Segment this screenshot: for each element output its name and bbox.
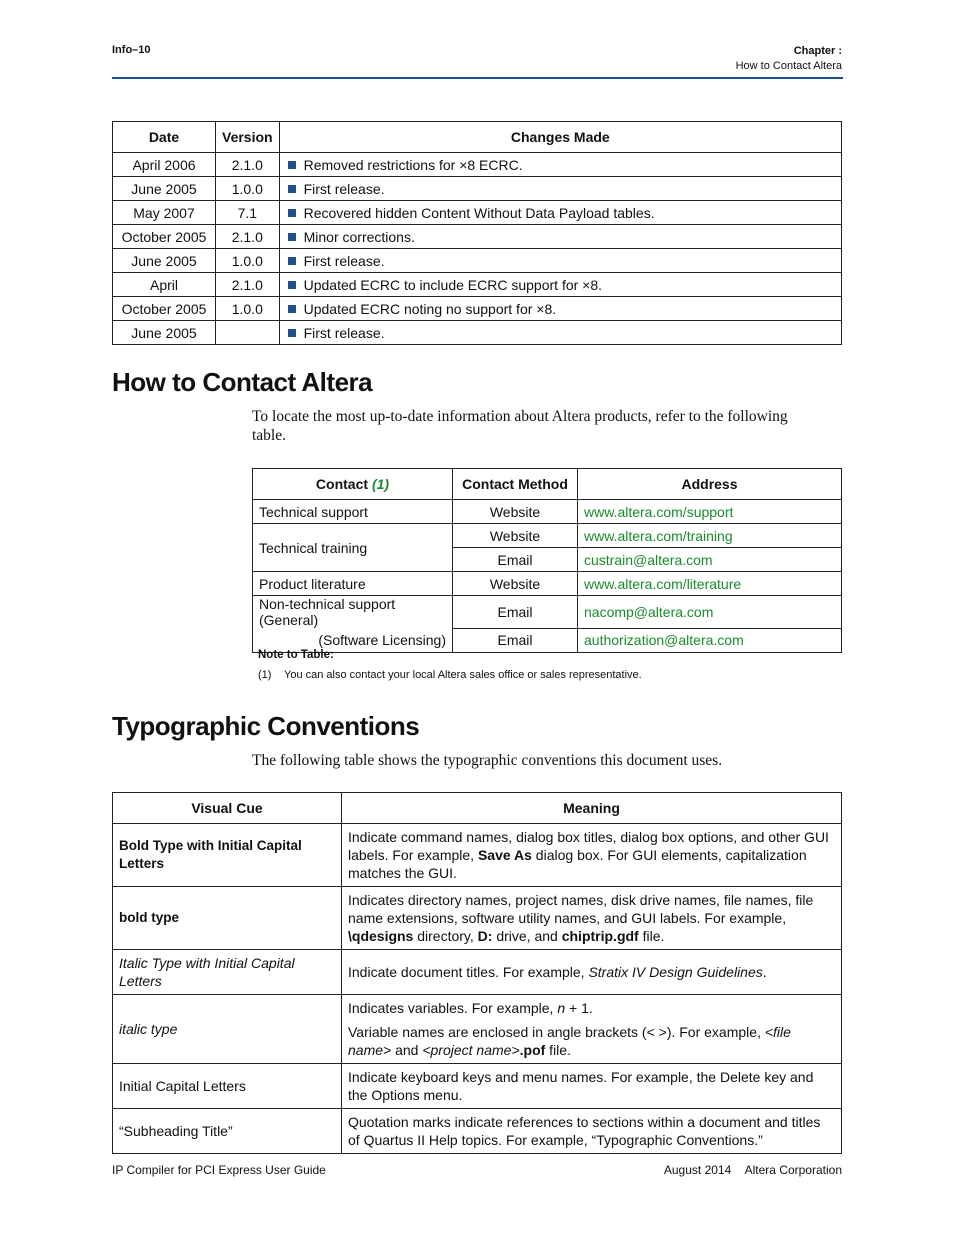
typo-header-row — [113, 793, 842, 824]
change-cell — [279, 177, 841, 201]
meaning-cell: Indicate keyboard keys and menu names. For example, the Delete key and the Options menu. — [342, 1064, 842, 1109]
table-row — [113, 153, 842, 177]
meaning-cell: Indicates variables. For example, n + 1. Variable names are enclosed in angle brackets (< >). For example, <file name> and <project name>.pof file. — [342, 995, 842, 1064]
address-link[interactable]: www.altera.com/training — [578, 524, 842, 548]
meaning-cell: Quotation marks indicate references to sections within a document and titles of Quartus II Help topics. For example, “Typographic Conventions.” — [342, 1109, 842, 1154]
section-title: How to Contact Altera — [735, 60, 842, 72]
meaning-cell: Indicate command names, dialog box titles, dialog box options, and other GUI labels. For example, Save As dialog box. For GUI elements, capitalization matches the GUI. — [342, 824, 842, 887]
table-row — [253, 572, 842, 596]
meaning-cell: Indicates directory names, project names, disk drive names, file names, file name extensions, software utility names, and GUI labels. For example, \qdesigns directory, D: drive, and chiptrip.gdf file. — [342, 887, 842, 950]
version-cell — [216, 321, 280, 345]
typo-intro: The following table shows the typographic conventions this document uses. — [252, 752, 723, 769]
col-contact-label: Contact — [315, 476, 369, 492]
cue-cell: bold type — [113, 887, 342, 950]
change-text: Removed restrictions for ×8 ECRC. — [303, 156, 523, 173]
cue-cell: Italic Type with Initial Capital Letters — [113, 950, 342, 995]
footer-doc-title: IP Compiler for PCI Express User Guide — [112, 1163, 326, 1177]
running-header — [736, 44, 842, 74]
chapter-label: Chapter : — [793, 45, 842, 57]
contact-table — [252, 468, 842, 653]
contact-cell: (Software Licensing) — [253, 628, 453, 652]
col-date: Date — [113, 122, 216, 153]
meaning-cell: Indicate document titles. For example, Stratix IV Design Guidelines. — [342, 950, 842, 995]
method-cell: Website — [453, 524, 578, 548]
change-cell — [279, 297, 841, 321]
footer-company: Altera Corporation — [744, 1163, 842, 1177]
date-cell: April 2006 — [113, 153, 216, 177]
version-cell: 2.1.0 — [216, 225, 280, 249]
col-meaning: Meaning — [342, 793, 842, 824]
footer-info — [664, 1163, 842, 1177]
change-text: First release. — [303, 252, 385, 269]
change-text: First release. — [303, 324, 385, 341]
method-cell: Email — [453, 596, 578, 629]
date-cell: June 2005 — [113, 321, 216, 345]
table-row — [113, 824, 842, 887]
change-cell — [279, 201, 841, 225]
bullet-icon — [288, 257, 296, 265]
bullet-icon — [288, 305, 296, 313]
version-cell: 2.1.0 — [216, 273, 280, 297]
change-text: Minor corrections. — [303, 228, 415, 245]
bullet-icon — [288, 281, 296, 289]
address-link[interactable]: www.altera.com/literature — [578, 572, 842, 596]
address-link[interactable]: www.altera.com/support — [578, 500, 842, 524]
method-cell: Email — [453, 548, 578, 572]
typo-table — [112, 792, 842, 1154]
note-number: (1) — [258, 669, 272, 681]
table-row — [113, 321, 842, 345]
cue-cell: Initial Capital Letters — [113, 1064, 342, 1109]
change-text: First release. — [303, 180, 385, 197]
col-method: Contact Method — [453, 469, 578, 500]
method-cell: Website — [453, 500, 578, 524]
table-row — [113, 995, 842, 1064]
table-row — [113, 297, 842, 321]
version-cell: 2.1.0 — [216, 153, 280, 177]
table-row — [113, 1064, 842, 1109]
version-cell: 1.0.0 — [216, 177, 280, 201]
col-visual-cue: Visual Cue — [113, 793, 342, 824]
address-link[interactable]: custrain@altera.com — [578, 548, 842, 572]
contact-heading: How to Contact Altera — [112, 367, 373, 397]
change-cell — [279, 225, 841, 249]
table-row — [113, 177, 842, 201]
change-text: Updated ECRC to include ECRC support for ×8. — [303, 276, 603, 293]
bullet-icon — [288, 161, 296, 169]
change-text: Recovered hidden Content Without Data Payload tables. — [303, 204, 655, 221]
contact-header-row — [253, 469, 842, 500]
contact-cell: Technical support — [253, 500, 453, 524]
change-cell — [279, 273, 841, 297]
version-cell: 7.1 — [216, 201, 280, 225]
contact-cell: Non-technical support (General) — [253, 596, 453, 629]
change-text: Updated ECRC noting no support for ×8. — [303, 300, 557, 317]
revision-header-row — [113, 122, 842, 153]
table-row — [113, 225, 842, 249]
note-reference[interactable]: (1) — [371, 476, 390, 492]
version-cell: 1.0.0 — [216, 297, 280, 321]
address-link[interactable]: authorization@altera.com — [578, 628, 842, 652]
change-cell — [279, 321, 841, 345]
contact-cell: Product literature — [253, 572, 453, 596]
table-note — [258, 669, 642, 681]
date-cell: May 2007 — [113, 201, 216, 225]
header-rule — [112, 77, 843, 79]
typo-heading: Typographic Conventions — [112, 711, 420, 741]
col-contact — [253, 469, 453, 500]
change-cell — [279, 153, 841, 177]
method-cell: Website — [453, 572, 578, 596]
date-cell: June 2005 — [113, 177, 216, 201]
change-cell — [279, 249, 841, 273]
table-row — [253, 596, 842, 629]
cue-cell: italic type — [113, 995, 342, 1064]
date-cell: June 2005 — [113, 249, 216, 273]
date-cell: April — [113, 273, 216, 297]
col-address: Address — [578, 469, 842, 500]
date-cell: October 2005 — [113, 225, 216, 249]
footer-date: August 2014 — [663, 1163, 732, 1177]
table-row — [113, 201, 842, 225]
bullet-icon — [288, 209, 296, 217]
contact-intro: To locate the most up-to-date information about Altera products, refer to the following table. — [252, 408, 788, 444]
method-cell: Email — [453, 628, 578, 652]
bullet-icon — [288, 329, 296, 337]
table-row — [253, 524, 842, 548]
table-row — [253, 500, 842, 524]
date-cell: October 2005 — [113, 297, 216, 321]
table-row — [253, 628, 842, 652]
col-changes: Changes Made — [279, 122, 841, 153]
note-text: You can also contact your local Altera sales office or sales representative. — [284, 669, 642, 681]
cue-cell: Bold Type with Initial Capital Letters — [113, 824, 342, 887]
table-row — [113, 887, 842, 950]
cue-cell: “Subheading Title” — [113, 1109, 342, 1154]
page-id: Info–10 — [112, 44, 151, 56]
table-row — [113, 273, 842, 297]
address-link[interactable]: nacomp@altera.com — [578, 596, 842, 629]
contact-cell: Technical training — [253, 524, 453, 572]
table-row — [113, 249, 842, 273]
col-version: Version — [216, 122, 280, 153]
table-row — [113, 1109, 842, 1154]
version-cell: 1.0.0 — [216, 249, 280, 273]
revision-table — [112, 121, 842, 345]
note-title: Note to Table: — [258, 649, 334, 661]
table-row — [113, 950, 842, 995]
bullet-icon — [288, 185, 296, 193]
bullet-icon — [288, 233, 296, 241]
